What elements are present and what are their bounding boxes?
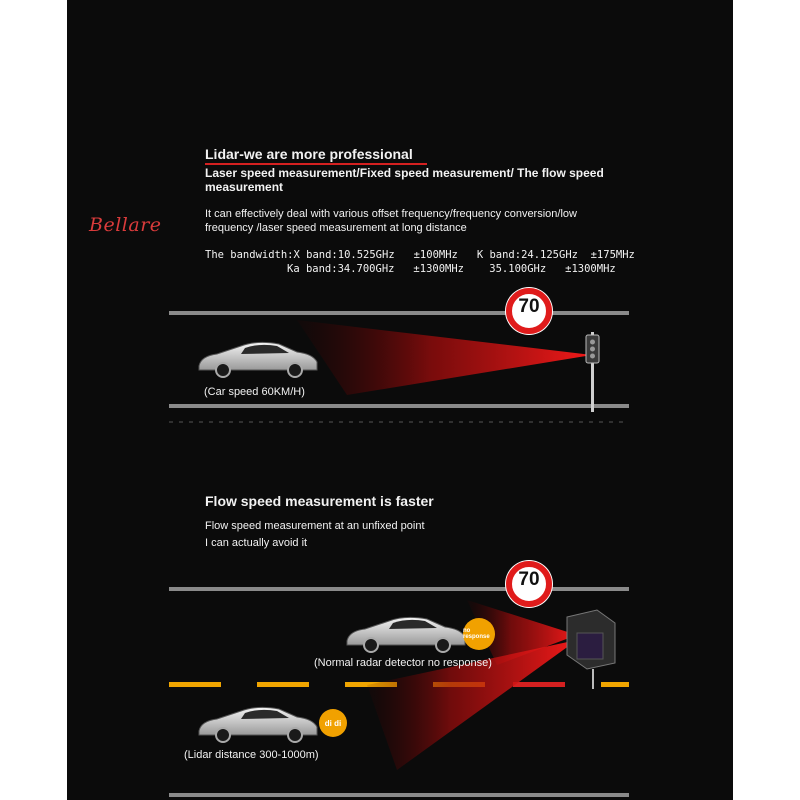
car-upper-icon (347, 617, 465, 652)
watermark: Bellare (89, 214, 162, 236)
section1-subtitle: Laser speed measurement/Fixed speed measurement/ The flow speed measurement (205, 166, 604, 194)
section1-title: Lidar-we are more professional (205, 146, 413, 162)
road2-bottom-edge (169, 793, 629, 797)
section1-description: It can effectively deal with various offset frequency/frequency conversion/low frequency /laser speed measurement at long distance (205, 208, 577, 234)
car-speed-caption: (Car speed 60KM/H) (204, 386, 305, 398)
car-icon (199, 342, 317, 377)
section2-line-1: Flow speed measurement at an unfixed point (205, 520, 425, 532)
bandwidth-line-1: The bandwidth:X band:10.525GHz ±100MHz K band:24.125GHz ±175MHz (205, 249, 635, 261)
section2-title: Flow speed measurement is faster (205, 493, 434, 509)
road2-top-edge (169, 587, 629, 591)
car-lower-icon (199, 707, 317, 742)
speed-limit-value-2: 70 (518, 569, 540, 590)
lidar-distance-caption: (Lidar distance 300-1000m) (184, 749, 319, 761)
section2-line-2: I can actually avoid it (205, 537, 308, 549)
traffic-light-icon (586, 332, 599, 412)
flow-speed-scene (67, 555, 733, 800)
fixed-speed-scene (67, 280, 733, 430)
no-response-badge: no response (463, 618, 495, 650)
section-divider (169, 420, 629, 424)
road-bottom-edge (169, 404, 629, 408)
bandwidth-line-2: Ka band:34.700GHz ±1300MHz 35.100GHz ±1300MHz (287, 263, 616, 275)
road-top-edge (169, 311, 629, 315)
product-panel (67, 0, 733, 800)
di-di-badge: di di (319, 709, 347, 737)
normal-radar-caption: (Normal radar detector no response) (314, 657, 492, 669)
title-underline (205, 163, 427, 165)
speed-camera-icon (567, 610, 615, 689)
speed-limit-value-1: 70 (518, 296, 540, 317)
laser-beam (297, 320, 592, 395)
